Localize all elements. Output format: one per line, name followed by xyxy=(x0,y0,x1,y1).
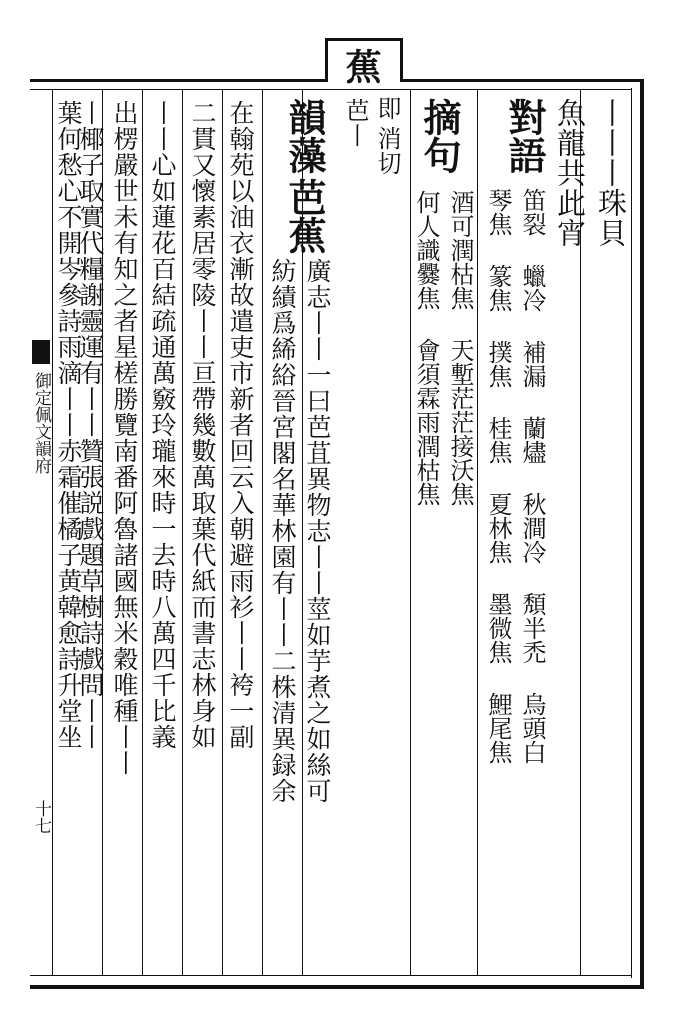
tab-char: 蕉 xyxy=(340,48,382,84)
frame-top-left xyxy=(30,79,330,82)
text-column-1: 丨丨丨珠貝 xyxy=(594,98,628,248)
section-duiyu: 對語 xyxy=(502,98,547,174)
text-column-10: 在翰苑以油衣漸故遣吏市新者回云入朝避雨衫丨丨袴一副 xyxy=(226,100,255,750)
frame-top-inner xyxy=(30,89,632,90)
text-column-12: 丨丨心如蓮花百結疏通萬竅玲瓏來時一去時八萬四千比義 xyxy=(148,100,177,750)
text-column-2: 魚龍共此宵 xyxy=(553,98,587,248)
frame-right-inner xyxy=(631,88,632,978)
col-sep-6 xyxy=(222,90,223,975)
tab-reading-2: 消切 xyxy=(373,126,401,176)
frame-bottom-inner xyxy=(30,975,632,976)
col-sep-2 xyxy=(477,90,478,975)
text-column-7: 芭蕉 xyxy=(282,178,327,254)
text-column-4: 琴焦 篆焦 撲焦 桂焦 夏林焦 墨微焦 鯉尾焦 xyxy=(484,188,512,764)
tab-right xyxy=(400,38,403,82)
col-sep-3 xyxy=(410,90,411,975)
frame-right-outer xyxy=(640,79,644,987)
frame-bottom-outer xyxy=(30,985,644,989)
col-sep-5 xyxy=(262,90,263,975)
section-zhaiju: 摘句 xyxy=(417,98,462,174)
frame-top-right xyxy=(400,79,642,82)
text-column-6: 何人識爨焦 會須霖雨潤枯焦 xyxy=(412,190,440,506)
col-sep-10 xyxy=(52,90,53,975)
text-column-11: 二貫又懷素居零陵丨丨亘帶幾數萬取葉代紙而書志林身如 xyxy=(188,100,217,750)
margin-page-number: 十七 xyxy=(31,800,51,834)
margin-block xyxy=(32,340,50,364)
tab-top xyxy=(325,38,403,41)
text-column-14: 丨椰子取實代糧謝靈運有丨丨贊張説戲題草樹詩戲問丨丨 xyxy=(76,100,105,750)
text-column-13: 出楞嚴世未有知之者星槎勝覽南番阿魯諸國無米穀唯種丨丨 xyxy=(110,100,139,776)
text-column-9: 紡績爲絺綌晉宮閣名華林園有丨丨二株清異録余 xyxy=(268,258,297,804)
col-sep-7 xyxy=(182,90,183,975)
section-yunzao: 韻藻 xyxy=(282,98,327,174)
tab-left xyxy=(325,38,328,82)
tab-reading-1: 即 xyxy=(373,96,401,121)
text-column-15: 葉何愁心不開岑參詩雨滴丨丨赤霜催橘子黄韓愈詩升堂坐 xyxy=(54,100,83,750)
margin-book-title: 御定佩文韻府 xyxy=(31,372,51,474)
text-column-3: 笛裂 蠟冷 補漏 蘭燼 秋澗冷 頽半禿 烏頭白 xyxy=(518,188,546,764)
col-sep-8 xyxy=(142,90,143,975)
text-column-8: 廣志丨丨一曰芭苴異物志丨丨莖如芋煮之如絲可 xyxy=(303,258,332,804)
text-column-5: 酒可潤枯焦 天塹茫茫接沃焦 xyxy=(446,190,474,506)
tab-label: 芭丨 xyxy=(341,98,369,148)
